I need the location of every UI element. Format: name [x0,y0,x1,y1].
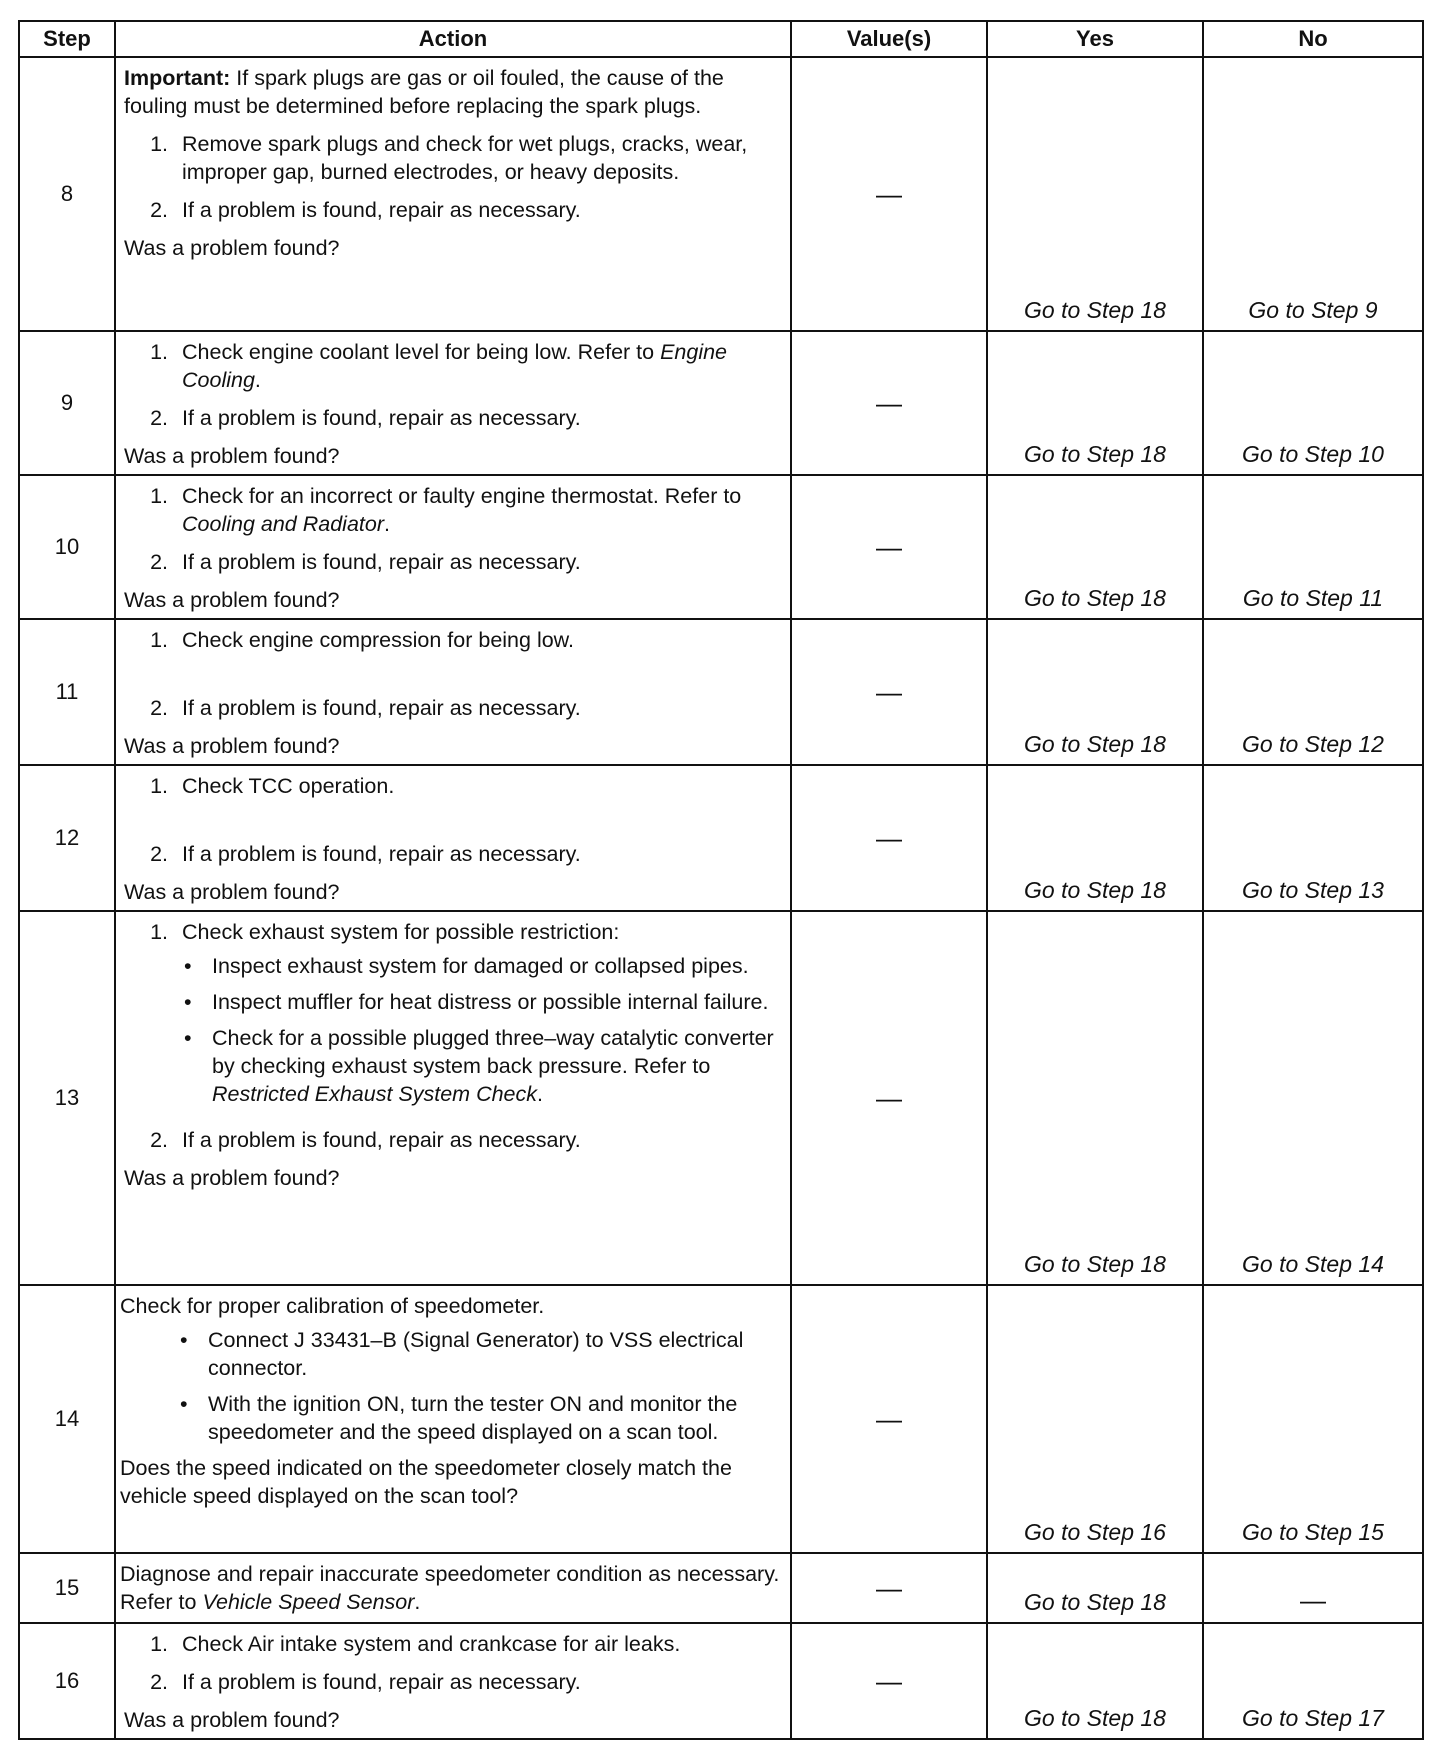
reference-link-text: Vehicle Speed Sensor [202,1590,415,1614]
step-number: 13 [19,911,115,1285]
action-cell [115,475,791,619]
value-cell: — [791,619,987,765]
header-action: Action [115,21,791,57]
question-text: Was a problem found? [124,444,340,468]
step-number: 10 [19,475,115,619]
header-step: Step [19,21,115,57]
list-item: 1. Check engine compression for being low. [150,628,574,652]
yes-cell: Go to Step 18 [987,1553,1203,1623]
action-cell [115,1623,791,1739]
bullet-item: • Check for a possible plugged three–way catalytic converter by checking exhaust system back pressure. Refer to Restricted Exhaust System Check. [184,1026,774,1106]
list-item: 2. If a problem is found, repair as necessary. [150,406,581,430]
yes-cell: Go to Step 18 [987,1623,1203,1739]
no-cell: Go to Step 10 [1203,331,1423,475]
yes-cell: Go to Step 18 [987,619,1203,765]
list-item: 2. If a problem is found, repair as necessary. [150,198,581,222]
action-cell [115,911,791,1285]
bullet-item: • With the ignition ON, turn the tester ON and monitor the speedometer and the speed displayed on a scan tool. [180,1392,738,1444]
value-cell: — [791,331,987,475]
diagnostic-table [18,20,1424,1740]
question-text: Was a problem found? [124,236,340,260]
question-text: Was a problem found? [124,1708,340,1732]
header-yes: Yes [987,21,1203,57]
important-note [124,64,782,120]
diagnostic-table-sheet [18,20,1422,1740]
value-cell: — [791,475,987,619]
header-no: No [1203,21,1423,57]
important-label: Important: [124,66,231,90]
table-row-step-15 [19,1553,1423,1623]
table-row-step-13 [19,911,1423,1285]
list-item: 2. If a problem is found, repair as necessary. [150,696,581,720]
no-cell: Go to Step 11 [1203,475,1423,619]
action-cell [115,1285,791,1553]
yes-cell: Go to Step 18 [987,475,1203,619]
question-text: Was a problem found? [124,734,340,758]
action-cell [115,57,791,331]
action-cell [115,619,791,765]
table-row-step-16 [19,1623,1423,1739]
question-text: Does the speed indicated on the speedometer closely match the vehicle speed displayed on the scan tool? [120,1456,732,1508]
list-item: 1. Check TCC operation. [150,774,395,798]
list-item: 2. If a problem is found, repair as necessary. [150,1670,581,1694]
table-header-row [19,21,1423,57]
reference-link-text: Restricted Exhaust System Check [212,1082,538,1106]
header-values: Value(s) [791,21,987,57]
bullet-item: • Inspect muffler for heat distress or possible internal failure. [184,990,769,1014]
step-number: 8 [19,57,115,331]
list-item: 1. Check for an incorrect or faulty engine thermostat. Refer to Cooling and Radiator. [150,484,742,536]
action-cell [115,765,791,911]
value-cell: — [791,57,987,331]
list-item: 1. Check exhaust system for possible restriction: • Inspect exhaust system for damaged or collapsed pipes. • Inspect muffler for heat distress or possible internal failure. • Check for a possible plugged three–way catalytic converter by checking exhaust system back pressure. Refer to Restricted Exhaust System Check. [124,918,782,1116]
list-item: 2. If a problem is found, repair as necessary. [150,550,581,574]
no-cell: Go to Step 13 [1203,765,1423,911]
value-cell: — [791,1623,987,1739]
step-number: 15 [19,1553,115,1623]
yes-cell: Go to Step 18 [987,911,1203,1285]
action-cell [115,1553,791,1623]
table-row-step-10 [19,475,1423,619]
no-cell: Go to Step 14 [1203,911,1423,1285]
bullet-item: • Connect J 33431–B (Signal Generator) to VSS electrical connector. [180,1328,744,1380]
table-row-step-12 [19,765,1423,911]
list-item: 2. If a problem is found, repair as necessary. [150,842,581,866]
list-item: 1. Remove spark plugs and check for wet plugs, cracks, wear, improper gap, burned electrodes, or heavy deposits. [150,132,748,184]
question-text: Was a problem found? [124,880,340,904]
step-number: 9 [19,331,115,475]
reference-link-text: Engine Cooling [182,340,728,392]
no-cell: Go to Step 12 [1203,619,1423,765]
no-cell: Go to Step 15 [1203,1285,1423,1553]
intro-text: Check for proper calibration of speedometer. [120,1294,545,1318]
yes-cell: Go to Step 18 [987,331,1203,475]
step-number: 14 [19,1285,115,1553]
no-cell: — [1203,1553,1423,1623]
step-number: 11 [19,619,115,765]
table-row-step-8 [19,57,1423,331]
important-text: If spark plugs are gas or oil fouled, the cause of the fouling must be determined before replacing the spark plugs. [124,66,724,118]
no-cell: Go to Step 17 [1203,1623,1423,1739]
question-text: Was a problem found? [124,588,340,612]
step-number: 16 [19,1623,115,1739]
value-cell: — [791,765,987,911]
table-row-step-11 [19,619,1423,765]
yes-cell: Go to Step 18 [987,765,1203,911]
reference-link-text: Cooling and Radiator [182,512,384,536]
value-cell: — [791,1285,987,1553]
no-cell: Go to Step 9 [1203,57,1423,331]
bullet-item: • Inspect exhaust system for damaged or collapsed pipes. [184,954,749,978]
action-cell [115,331,791,475]
list-item: 1. Check engine coolant level for being low. Refer to Engine Cooling. [150,340,728,392]
table-row-step-9 [19,331,1423,475]
step-number: 12 [19,765,115,911]
table-row-step-14 [19,1285,1423,1553]
action-text: Diagnose and repair inaccurate speedometer condition as necessary. Refer to Vehicle Speed Sensor. [120,1562,780,1614]
list-item: 2. If a problem is found, repair as necessary. [150,1128,581,1152]
list-item: 1. Check Air intake system and crankcase for air leaks. [150,1632,681,1656]
value-cell: — [791,911,987,1285]
value-cell: — [791,1553,987,1623]
yes-cell: Go to Step 16 [987,1285,1203,1553]
question-text: Was a problem found? [124,1166,340,1190]
yes-cell: Go to Step 18 [987,57,1203,331]
